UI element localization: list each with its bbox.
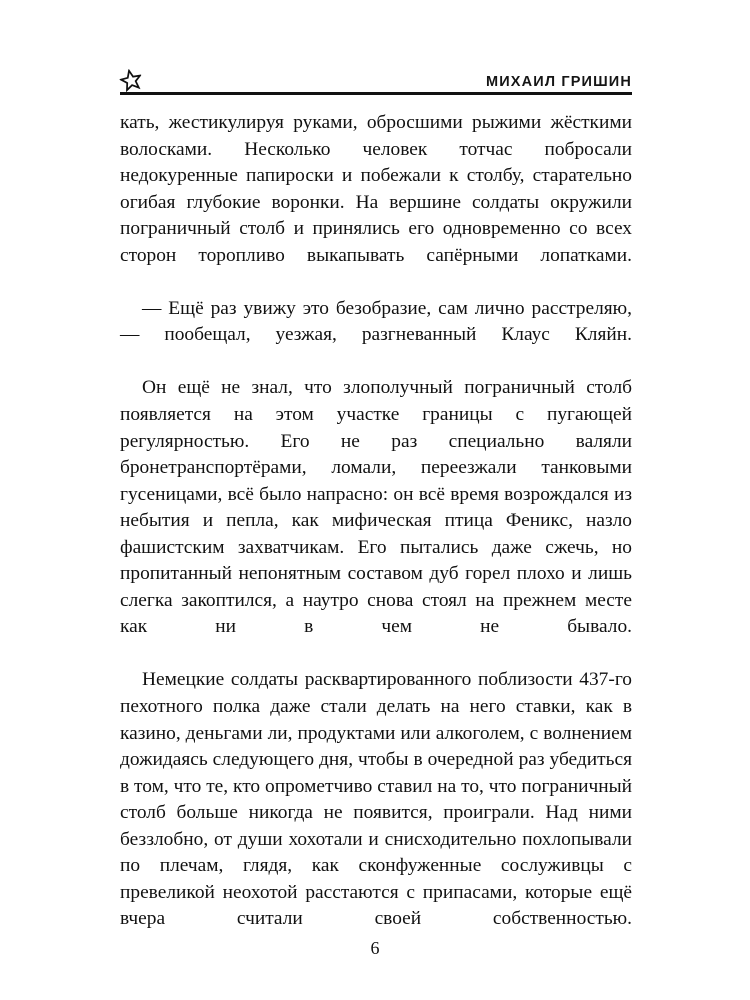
paragraph: Он ещё не знал, что злополучный пограничный столб появляется на этом участке границы с пугающей регулярностью. Его не раз специально валяли бронетранспортёрами, ломали, переезжали танковыми гусеницами, всё было напрасно: он всё время возрождался из небытия и пепла, как мифическая птица Феникс, назло фашистским захватчикам. Его пытались даже сжечь, но пропитанный непонятным составом дуб горел плохо и лишь слегка закоптился, а наутро снова стоял на прежнем месте как ни в чем не бывало. — [120, 377, 632, 638]
body-text — [120, 110, 632, 960]
page-number: 6 — [370, 938, 380, 958]
star-icon — [120, 69, 142, 92]
paragraph: Немецкие солдаты расквартированного поблизости 437-го пехотного полка даже стали делать на него ставки, как в казино, деньгами ли, продуктами или алкоголем, с волнением дожидаясь следующего дня, чтобы в очередной раз убедиться в том, что те, кто опрометчиво ставил на то, что пограничный столб больше никогда не появится, проиграли. Над ними беззлобно, от души хохотали и снисходительно похлопывали по плечам, глядя, как сконфуженные сослуживцы с превеликой неохотой расстаются с припасами, которые ещё вчера считали своей собственностью. — [120, 669, 632, 930]
paragraph: — Ещё раз увижу это безобразие, сам лично расстреляю, — пообещал, уезжая, разгневанный Клаус Кляйн. — [120, 297, 632, 346]
paragraph: кать, жестикулируя руками, обросшими рыжими жёсткими волосками. Несколько человек тотчас побросали недокуренные папироски и побежали к столбу, старательно огибая глубокие воронки. На вершине солдаты окружили пограничный столб и принялись его одновременно со всех сторон торопливо выкапывать сапёрными лопатками. — [120, 112, 632, 266]
running-head — [120, 56, 632, 92]
running-head-rule — [120, 92, 632, 95]
running-head-author: МИХАИЛ ГРИШИН — [486, 73, 632, 90]
